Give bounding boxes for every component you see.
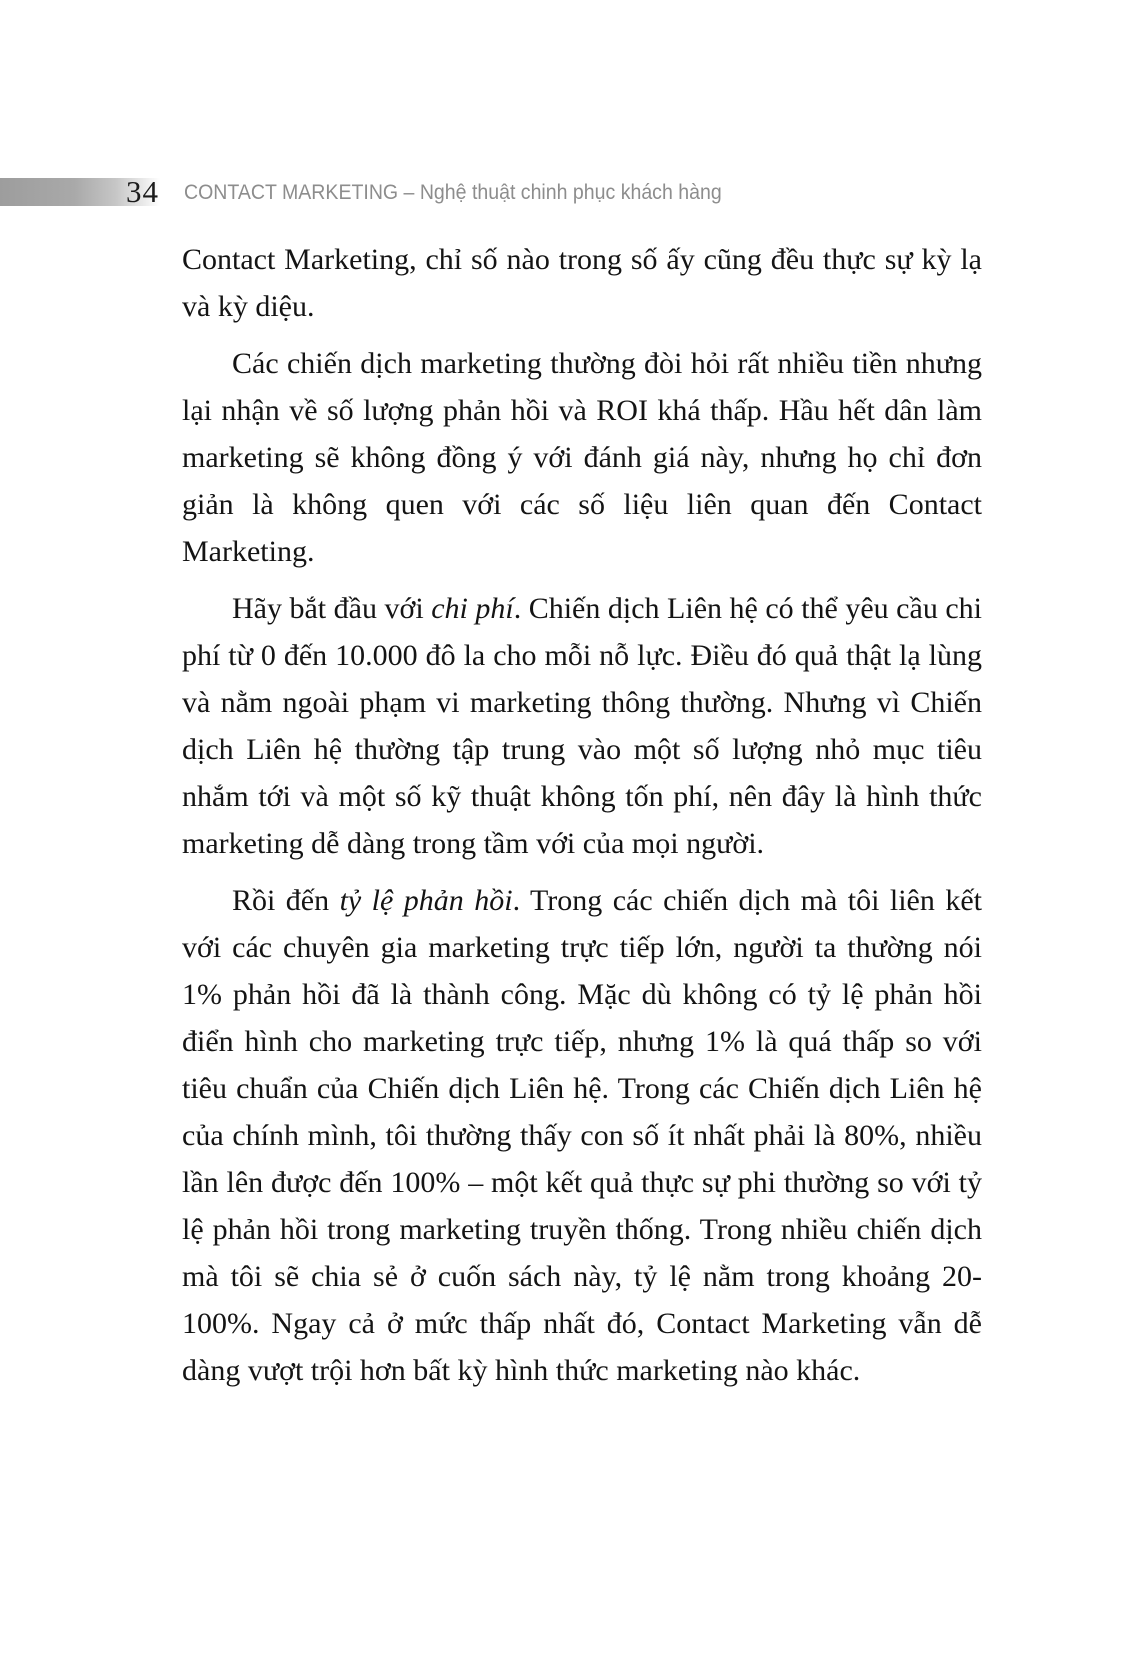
text-segment: Hãy bắt đầu với bbox=[232, 592, 432, 625]
text-segment: Rồi đến bbox=[232, 884, 340, 917]
running-head: CONTACT MARKETING – Nghệ thuật chinh phục khách hàng bbox=[184, 181, 722, 204]
page-number: 34 bbox=[126, 174, 159, 209]
text-segment: . Chiến dịch Liên hệ có thể yêu cầu chi phí từ 0 đến 10.000 đô la cho mỗi nỗ lực. Điều đó quả thật lạ lùng và nằm ngoài phạm vi marketing thông thường. Nhưng vì Chiến dịch Liên hệ thường tập trung vào một số lượng nhỏ mục tiêu nhắm tới và một số kỹ thuật không tốn phí, nên đây là hình thức marketing dễ dàng trong tầm với của mọi người. bbox=[182, 592, 982, 860]
page-header bbox=[0, 174, 1126, 209]
text-segment: Các chiến dịch marketing thường đòi hỏi rất nhiều tiền nhưng lại nhận về số lượng phản hồi và ROI khá thấp. Hầu hết dân làm marketing sẽ không đồng ý với đánh giá này, nhưng họ chỉ đơn giản là không quen với các số liệu liên quan đến Contact Marketing. bbox=[182, 347, 982, 568]
italic-text-segment: chi phí bbox=[431, 592, 514, 625]
page-body bbox=[182, 236, 982, 1404]
paragraph bbox=[182, 585, 982, 867]
paragraph bbox=[182, 236, 982, 330]
text-segment: . Trong các chiến dịch mà tôi liên kết với các chuyên gia marketing trực tiếp lớn, người ta thường nói 1% phản hồi đã là thành công. Mặc dù không có tỷ lệ phản hồi điển hình cho marketing trực tiếp, nhưng 1% là quá thấp so với tiêu chuẩn của Chiến dịch Liên hệ. Trong các Chiến dịch Liên hệ của chính mình, tôi thường thấy con số ít nhất phải là 80%, nhiều lần lên được đến 100% – một kết quả thực sự phi thường so với tỷ lệ phản hồi trong marketing truyền thống. Trong nhiều chiến dịch mà tôi sẽ chia sẻ ở cuốn sách này, tỷ lệ nằm trong khoảng 20-100%. Ngay cả ở mức thấp nhất đó, Contact Marketing vẫn dễ dàng vượt trội hơn bất kỳ hình thức marketing nào khác. bbox=[182, 884, 982, 1387]
italic-text-segment: tỷ lệ phản hồi bbox=[339, 884, 513, 917]
text-segment: Contact Marketing, chỉ số nào trong số ấy cũng đều thực sự kỳ lạ và kỳ diệu. bbox=[182, 243, 982, 323]
paragraph bbox=[182, 877, 982, 1394]
paragraph bbox=[182, 340, 982, 575]
